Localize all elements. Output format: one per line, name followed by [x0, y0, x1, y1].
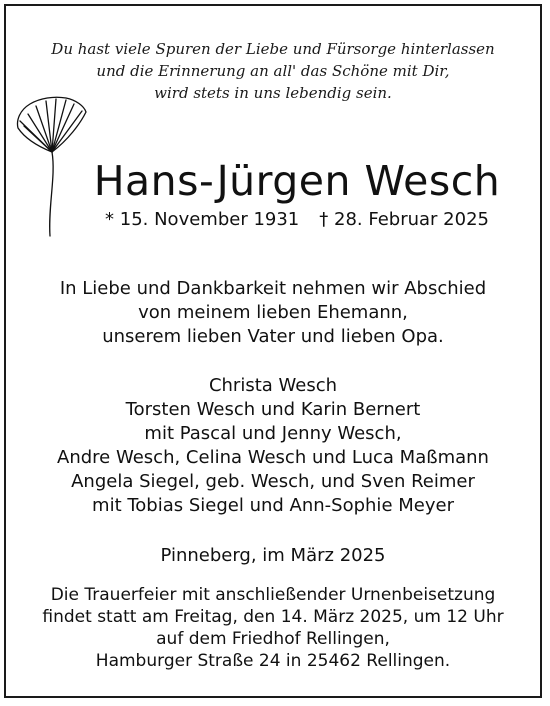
death-date: † 28. Februar 2025 — [319, 209, 489, 230]
mourner-line: mit Pascal und Jenny Wesch, — [144, 423, 402, 444]
place-and-date — [6, 544, 540, 568]
text-line: von meinem lieben Ehemann, — [138, 302, 408, 323]
motto-line: und die Erinnerung an all' das Schöne mit Dir, — [96, 62, 450, 80]
funeral-details — [6, 584, 540, 672]
place-date-line: Pinneberg, im März 2025 — [160, 545, 386, 566]
motto — [6, 38, 540, 104]
mourner-line: Christa Wesch — [208, 375, 338, 396]
motto-line: wird stets in uns lebendig sein. — [154, 84, 392, 102]
funeral-line: auf dem Friedhof Rellingen, — [156, 629, 390, 649]
farewell-text — [6, 277, 540, 349]
text-line: In Liebe und Dankbarkeit nehmen wir Abschied — [59, 278, 487, 299]
deceased-name: Hans-Jürgen Wesch — [93, 157, 501, 205]
mourner-line: Angela Siegel, geb. Wesch, und Sven Reimer — [71, 471, 475, 492]
birth-date: * 15. November 1931 — [105, 209, 300, 230]
obituary-frame — [4, 4, 542, 698]
text-line: unserem lieben Vater und lieben Opa. — [102, 326, 444, 347]
funeral-line: findet statt am Freitag, den 14. März 2025, um 12 Uhr — [42, 607, 504, 627]
mourner-line: mit Tobias Siegel und Ann-Sophie Meyer — [92, 495, 454, 516]
mourner-line: Andre Wesch, Celina Wesch und Luca Maßmann — [57, 447, 489, 468]
motto-line: Du hast viele Spuren der Liebe und Fürsorge hinterlassen — [51, 40, 495, 58]
funeral-line: Die Trauerfeier mit anschließender Urnenbeisetzung — [50, 585, 496, 605]
mourners-list — [6, 374, 540, 518]
life-dates — [66, 208, 528, 232]
funeral-line: Hamburger Straße 24 in 25462 Rellingen. — [95, 651, 451, 671]
mourner-line: Torsten Wesch und Karin Bernert — [125, 399, 421, 420]
